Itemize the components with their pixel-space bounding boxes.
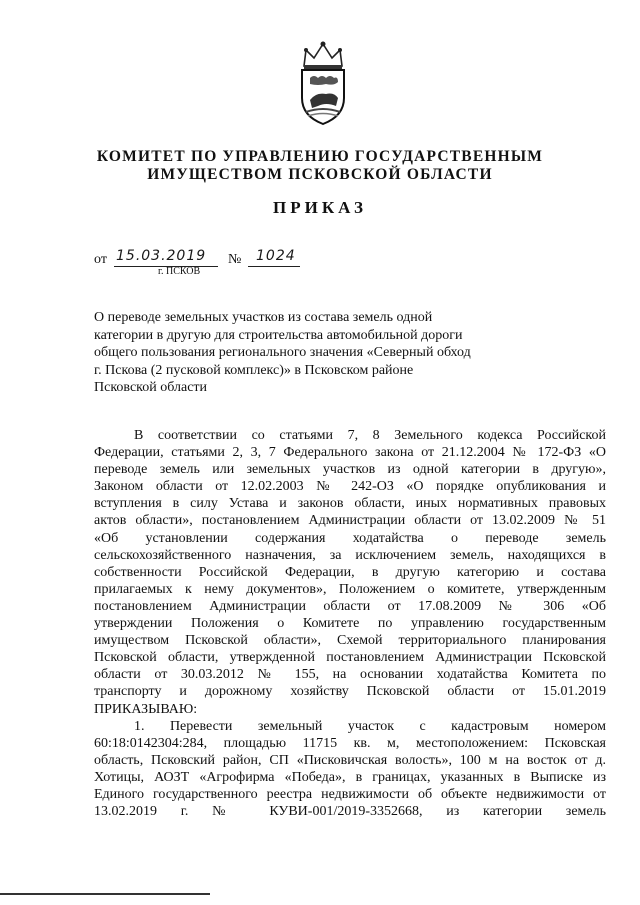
body-line: имуществом Псковской области», Схемой территориального планирования	[94, 633, 606, 649]
body-line: область, Псковский район, СП «Писковичская волость», 100 м на восток от д.	[94, 752, 606, 768]
body-line: Единого государственного реестра недвижимости об объекте недвижимости от	[94, 786, 606, 802]
body-line: сельскохозяйственного назначения, за исключением земель, находящихся в	[94, 547, 606, 563]
body-line: Федерации, статьями 2, 3, 7 Федерального закона от 21.12.2004 № 172-ФЗ «О	[94, 445, 606, 461]
body-line: 1. Перевести земельный участок с кадастровым номером	[134, 718, 606, 734]
body-line: 13.02.2019 г. № КУВИ-001/2019-3352668, из категории земель	[94, 804, 606, 820]
body-line: постановлением Администрации области от 17.08.2009 № 306 «Об	[94, 598, 606, 614]
subject-line: общего пользования регионального значения «Северный обход	[94, 345, 471, 360]
org-name-line2: ИМУЩЕСТВОМ ПСКОВСКОЙ ОБЛАСТИ	[147, 166, 493, 183]
handwritten-date: 15.03.2019	[116, 248, 207, 264]
subject-line: категории в другую для строительства автомобильной дороги	[94, 327, 463, 343]
body-line: вступления в силу Устава и законов области, иных нормативных правовых	[94, 496, 606, 512]
body-line: 60:18:0142304:284, площадью 11715 кв. м, местоположением: Псковская	[94, 735, 606, 751]
body-line: «Об установлении содержания ходатайства о переводе земель	[94, 530, 606, 546]
body-line: собственности Российской Федерации, в другую категорию и состава	[94, 564, 606, 580]
coat-of-arms-emblem	[296, 36, 350, 126]
body-line: Псковской области, утвержденной постановлением Администрации Псковской	[94, 650, 606, 666]
body-line: утверждении Положения о Комитете по управлению государственным	[94, 616, 606, 632]
org-name-line1: КОМИТЕТ ПО УПРАВЛЕНИЮ ГОСУДАРСТВЕННЫМ	[96, 148, 544, 165]
number-prefix: №	[228, 252, 242, 267]
date-prefix: от	[94, 252, 107, 267]
body-line: прилагаемых к нему документов», Положением о комитете, утвержденным	[94, 581, 606, 597]
document-type-title: ПРИКАЗ	[273, 198, 367, 217]
order-body	[94, 427, 606, 820]
body-line: области от 30.03.2012 № 155, на основании ходатайства Комитета по	[94, 667, 606, 683]
subject-line: Псковской области	[94, 380, 208, 395]
handwritten-number: 1024	[256, 248, 296, 264]
subject-line: г. Пскова (2 пусковой комплекс)» в Псковском районе	[94, 362, 414, 378]
body-line: В соответствии со статьями 7, 8 Земельного кодекса Российской	[134, 428, 606, 443]
scan-edge-line	[0, 893, 210, 895]
body-line: актов области», постановлением Администрации области от 13.02.2009 № 51	[94, 513, 606, 529]
order-subject	[94, 309, 524, 397]
body-line: переводе земель или земельных участков из одной категории в другую»,	[94, 462, 606, 478]
number-underline	[248, 266, 300, 267]
body-line: Хотицы, АОЗТ «Агрофирма «Победа», в границах, указанных в Выписке из	[94, 769, 606, 785]
body-line: Законом области от 12.02.2003 № 242-ОЗ «О порядке опубликования и	[94, 479, 606, 495]
subject-line: О переводе земельных участков из состава земель одной	[94, 310, 433, 325]
body-line: транспорту и дорожному хозяйству Псковской области от 15.01.2019	[94, 684, 606, 700]
body-line-decree: ПРИКАЗЫВАЮ:	[94, 701, 198, 717]
place-label: г. ПСКОВ	[158, 266, 201, 277]
